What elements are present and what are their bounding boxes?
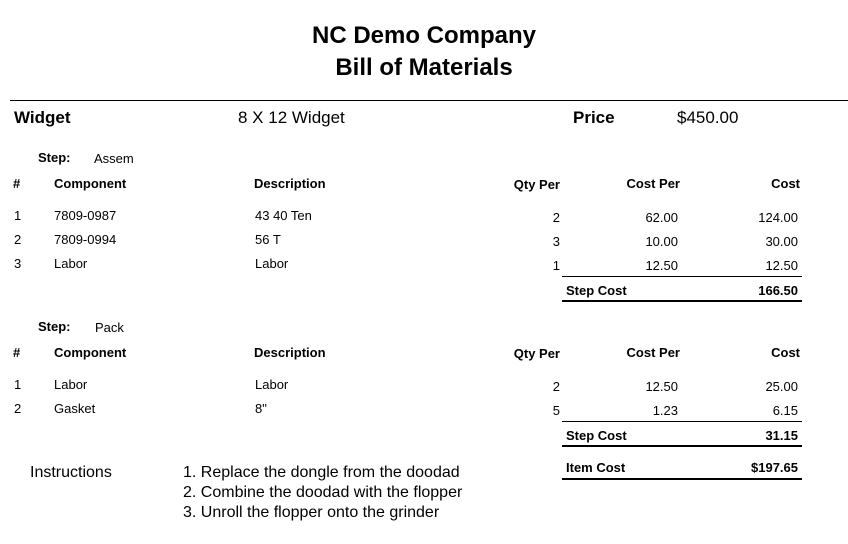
step-cost-bottom-rule — [562, 445, 802, 447]
instruction-line: 1. Replace the dongle from the doodad — [183, 464, 460, 481]
row-component: Labor — [54, 256, 88, 271]
col-costper-header: Cost Per — [626, 176, 680, 191]
col-description-header: Description — [254, 176, 326, 191]
col-description-header: Description — [254, 345, 326, 360]
instruction-line: 3. Unroll the flopper onto the grinder — [183, 504, 440, 521]
col-num-header: # — [13, 176, 21, 191]
row-cost: 124.00 — [758, 210, 798, 225]
row-num: 1 — [14, 377, 22, 392]
step-cost-top-rule — [562, 421, 802, 422]
row-cost: 6.15 — [772, 403, 798, 418]
row-cost: 30.00 — [765, 234, 798, 249]
row-description: 43 40 Ten — [255, 208, 312, 223]
row-cost-per: 1.23 — [652, 403, 678, 418]
row-description: 8" — [255, 401, 267, 416]
row-num: 2 — [14, 401, 22, 416]
step-cost-bottom-rule — [562, 300, 802, 302]
row-qty: 3 — [552, 234, 560, 249]
header-divider — [10, 100, 848, 101]
item-cost-value: $197.65 — [751, 460, 798, 475]
step-cost-value: 31.15 — [765, 428, 798, 443]
step-cost-top-rule — [562, 276, 802, 277]
row-num: 1 — [14, 208, 22, 223]
row-description: Labor — [255, 256, 289, 271]
col-cost-header: Cost — [771, 176, 800, 191]
item-name: Widget — [14, 108, 71, 127]
row-cost-per: 12.50 — [645, 258, 678, 273]
row-description: 56 T — [255, 232, 281, 247]
col-num-header: # — [13, 345, 21, 360]
price-value: $450.00 — [677, 108, 739, 127]
row-component: 7809-0994 — [54, 232, 117, 247]
row-cost: 12.50 — [765, 258, 798, 273]
row-qty: 1 — [552, 258, 560, 273]
col-component-header: Component — [54, 345, 127, 360]
col-component-header: Component — [54, 176, 127, 191]
col-qty-header: Qty Per — [513, 346, 560, 361]
step-label: Step: — [38, 319, 71, 334]
report-title: Bill of Materials — [335, 54, 513, 81]
instructions-label: Instructions — [30, 464, 112, 481]
price-label: Price — [573, 108, 615, 127]
row-qty: 2 — [552, 210, 560, 225]
item-description: 8 X 12 Widget — [238, 108, 345, 127]
row-cost-per: 12.50 — [645, 379, 678, 394]
row-cost-per: 10.00 — [645, 234, 678, 249]
col-costper-header: Cost Per — [626, 345, 680, 360]
row-num: 2 — [14, 232, 22, 247]
row-num: 3 — [14, 256, 22, 271]
step-cost-label: Step Cost — [566, 283, 627, 298]
row-description: Labor — [255, 377, 289, 392]
step-name: Assem — [94, 151, 134, 166]
row-component: 7809-0987 — [54, 208, 117, 223]
row-cost: 25.00 — [765, 379, 798, 394]
row-cost-per: 62.00 — [645, 210, 678, 225]
item-cost-rule — [562, 478, 802, 480]
row-qty: 5 — [552, 403, 560, 418]
col-cost-header: Cost — [771, 345, 800, 360]
row-qty: 2 — [552, 379, 560, 394]
step-label: Step: — [38, 150, 71, 165]
item-cost-label: Item Cost — [566, 460, 626, 475]
row-component: Gasket — [54, 401, 96, 416]
instruction-line: 2. Combine the doodad with the flopper — [183, 484, 463, 501]
step-cost-label: Step Cost — [566, 428, 627, 443]
col-qty-header: Qty Per — [513, 177, 560, 192]
row-component: Labor — [54, 377, 88, 392]
step-cost-value: 166.50 — [758, 283, 798, 298]
company-name: NC Demo Company — [311, 22, 537, 49]
step-name: Pack — [95, 320, 124, 335]
